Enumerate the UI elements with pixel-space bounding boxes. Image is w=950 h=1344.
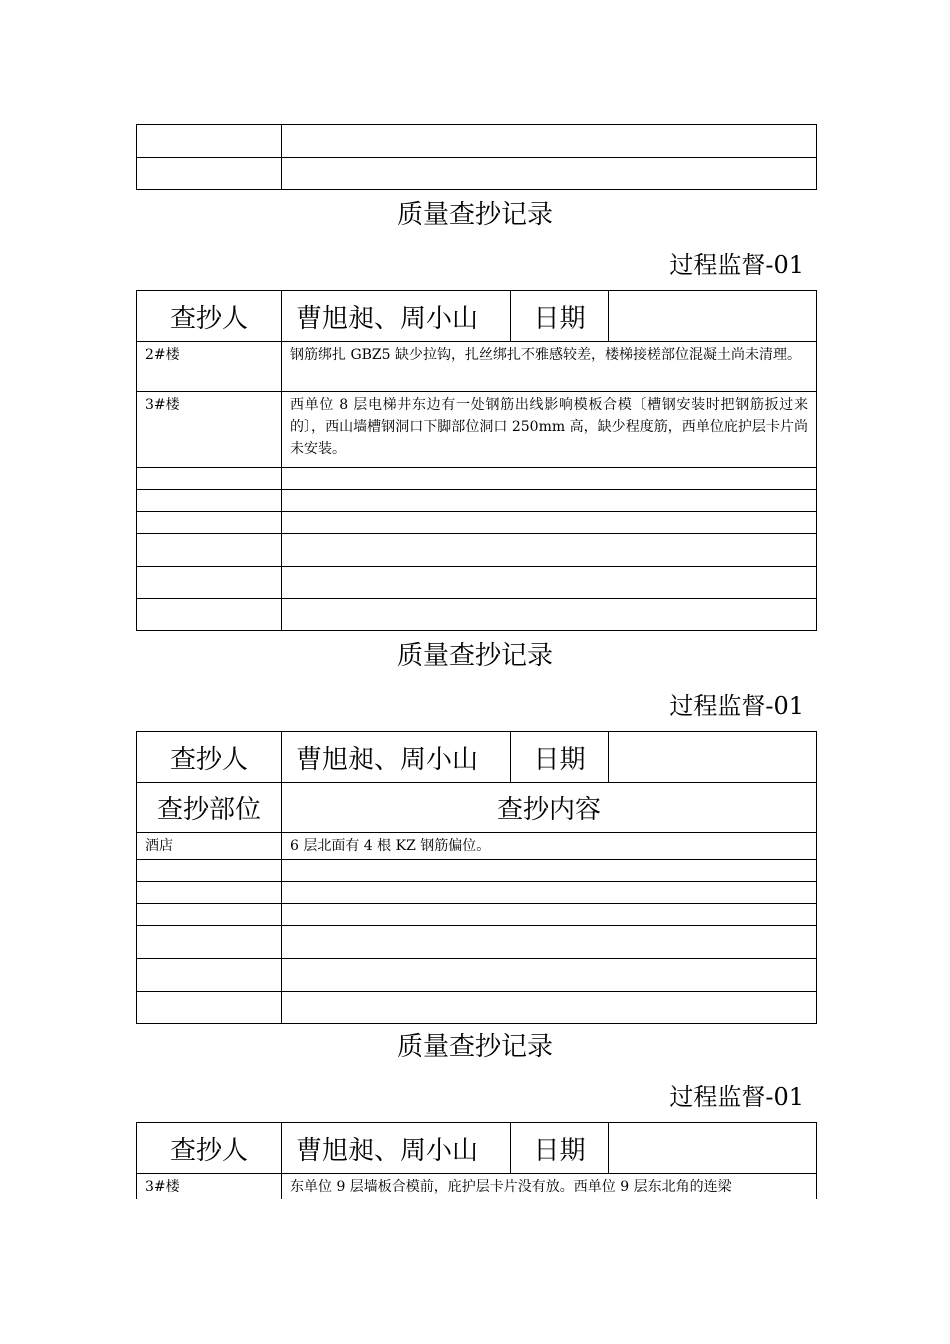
empty-cell	[282, 992, 817, 1024]
empty-cell	[282, 860, 817, 882]
empty-cell	[137, 860, 282, 882]
content-cell: 西单位 8 层电梯井东边有一处钢筋出线影响模板合模〔槽钢安装时把钢筋扳过来的〕，西山墙槽钢洞口下脚部位洞口 250mm 高，缺少程度筋，西单位庇护层卡片尚未安装。	[282, 392, 817, 468]
empty-cell	[137, 512, 282, 534]
record-title: 质量查抄记录	[396, 200, 553, 230]
empty-cell	[137, 468, 282, 490]
inspector-label: 查抄人	[137, 291, 282, 342]
empty-cell	[137, 125, 282, 158]
record-subtitle: 过程监督-01	[669, 692, 804, 720]
location-cell: 3#楼	[137, 1174, 282, 1200]
empty-cell	[282, 599, 817, 631]
content-cell: 6 层北面有 4 根 KZ 钢筋偏位。	[282, 833, 817, 860]
record-subtitle: 过程监督-01	[669, 251, 804, 279]
continued-table	[136, 124, 817, 190]
empty-cell	[282, 882, 817, 904]
record-table-3-clip	[136, 1122, 818, 1199]
location-cell: 2#楼	[137, 342, 282, 392]
location-cell: 3#楼	[137, 392, 282, 468]
empty-cell	[282, 959, 817, 992]
record-subtitle: 过程监督-01	[669, 1083, 804, 1111]
content-cell: 东单位 9 层墙板合模前，庇护层卡片没有放。西单位 9 层东北角的连梁	[282, 1174, 817, 1200]
empty-cell	[137, 490, 282, 512]
date-label: 日期	[511, 1123, 609, 1174]
empty-cell	[282, 512, 817, 534]
empty-cell	[137, 534, 282, 567]
date-value	[609, 1123, 817, 1174]
empty-cell	[137, 992, 282, 1024]
record-table-3	[136, 1122, 817, 1199]
empty-cell	[282, 490, 817, 512]
inspector-names: 曹旭昶、周小山	[282, 291, 511, 342]
empty-cell	[282, 567, 817, 599]
record-title: 质量查抄记录	[396, 641, 553, 671]
empty-cell	[137, 599, 282, 631]
record-table-2	[136, 731, 817, 1024]
empty-cell	[137, 904, 282, 926]
date-label: 日期	[511, 291, 609, 342]
empty-cell	[282, 468, 817, 490]
empty-cell	[282, 926, 817, 959]
empty-cell	[282, 534, 817, 567]
record-table-1	[136, 290, 817, 631]
empty-cell	[137, 882, 282, 904]
location-cell: 酒店	[137, 833, 282, 860]
content-cell: 钢筋绑扎 GBZ5 缺少拉钩，扎丝绑扎不雅感较差，楼梯接槎部位混凝土尚未清理。	[282, 342, 817, 392]
empty-cell	[282, 125, 817, 158]
empty-cell	[137, 959, 282, 992]
empty-cell	[137, 567, 282, 599]
inspector-label: 查抄人	[137, 732, 282, 783]
date-value	[609, 291, 817, 342]
record-title: 质量查抄记录	[396, 1032, 553, 1062]
date-label: 日期	[511, 732, 609, 783]
inspector-names: 曹旭昶、周小山	[282, 1123, 511, 1174]
empty-cell	[282, 904, 817, 926]
date-value	[609, 732, 817, 783]
content-header: 查抄内容	[282, 783, 817, 833]
empty-cell	[137, 926, 282, 959]
location-header: 查抄部位	[137, 783, 282, 833]
empty-cell	[282, 158, 817, 190]
inspector-names: 曹旭昶、周小山	[282, 732, 511, 783]
inspector-label: 查抄人	[137, 1123, 282, 1174]
empty-cell	[137, 158, 282, 190]
